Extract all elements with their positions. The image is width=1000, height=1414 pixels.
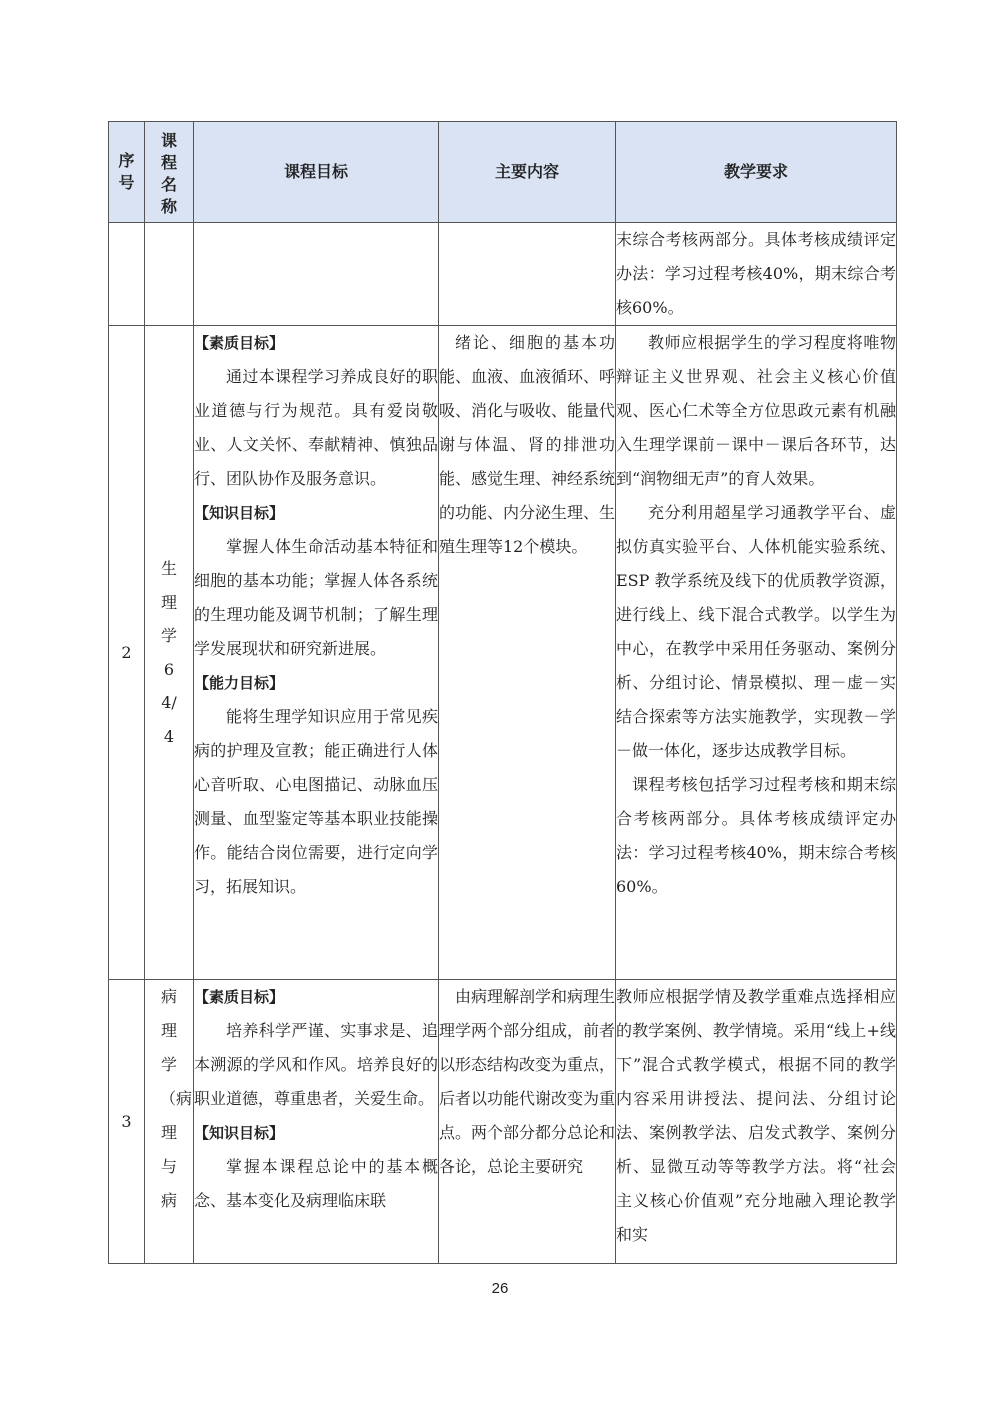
goal-label-knowledge: 【知识目标】 (194, 504, 285, 522)
requirement-text-3: 课程考核包括学习过程考核和期末综合考核两部分。具体考核成绩评定办法：学习过程考核40%，期末综合考核60%。 (616, 775, 896, 896)
goal-label-ability: 【能力目标】 (194, 674, 285, 692)
header-index: 序号 (109, 122, 145, 223)
goal-text-ability: 能将生理学知识应用于常见疾病的护理及宣教；能正确进行人体心音听取、心电图描记、动脉血压测量、血型鉴定等基本职业技能操作。能结合岗位需要，进行定向学习，拓展知识。 (194, 707, 438, 896)
goal-label-quality: 【素质目标】 (194, 334, 285, 352)
table-header-row (109, 122, 897, 223)
course-goal-cell (194, 326, 439, 980)
header-requirement: 教学要求 (616, 122, 897, 223)
course-name: 生理学64/4 (145, 326, 194, 980)
course-name: 病理学（病理与病 (145, 980, 194, 1264)
goal-label-knowledge: 【知识目标】 (194, 1124, 285, 1142)
main-content-cell (439, 326, 616, 980)
goal-text-quality: 培养科学严谨、实事求是、追本溯源的学风和作风。培养良好的职业道德，尊重患者，关爱生命。 (194, 1021, 438, 1108)
header-content: 主要内容 (439, 122, 616, 223)
requirement-text-1: 教师应根据学情及教学重难点选择相应的教学案例、教学情境。采用“线上+线下”混合式教学模式，根据不同的教学内容采用讲授法、提问法、分组讨论法、案例教学法、启发式教学、案例分析、显微互动等等教学方法。将“社会主义核心价值观”充分地融入理论教学和实 (616, 987, 896, 1244)
goal-label-quality: 【素质目标】 (194, 988, 285, 1006)
requirement-cell (616, 326, 897, 980)
header-goal: 课程目标 (194, 122, 439, 223)
main-content-text: 绪论、细胞的基本功能、血液、血液循环、呼吸、消化与吸收、能量代谢与体温、肾的排泄功能、感觉生理、神经系统的功能、内分泌生理、生殖生理等12个模块。 (439, 333, 616, 556)
goal-text-quality: 通过本课程学习养成良好的职业道德与行为规范。具有爱岗敬业、人文关怀、奉献精神、慎独品行、团队协作及服务意识。 (194, 367, 438, 488)
requirement-text-1: 教师应根据学生的学习程度将唯物辩证主义世界观、社会主义核心价值观、医心仁术等全方位思政元素有机融入生理学课前－课中－课后各环节，达到“润物细无声”的育人效果。 (616, 333, 896, 488)
main-content-cell (439, 980, 616, 1264)
row-index: 3 (109, 980, 145, 1264)
course-goal-cell (194, 980, 439, 1264)
goal-text-knowledge: 掌握人体生命活动基本特征和细胞的基本功能；掌握人体各系统的生理功能及调节机制；了解生理学发展现状和研究新进展。 (194, 537, 438, 658)
table-row (109, 326, 897, 980)
curriculum-table (108, 121, 897, 1264)
header-name: 课程名称 (145, 122, 194, 223)
table-row (109, 223, 897, 326)
requirement-text-2: 充分利用超星学习通教学平台、虚拟仿真实验平台、人体机能实验系统、ESP 教学系统及线下的优质教学资源，进行线上、线下混合式教学。以学生为中心，在教学中采用任务驱动、案例分析、分组讨论、情景模拟、理－虚－实结合探索等方法实施教学，实现教－学－做一体化，逐步达成教学目标。 (616, 503, 896, 760)
goal-text-knowledge: 掌握本课程总论中的基本概念、基本变化及病理临床联 (194, 1157, 438, 1210)
main-content-text: 由病理解剖学和病理生理学两个部分组成，前者以形态结构改变为重点，后者以功能代谢改变为重点。两个部分都分总论和各论，总论主要研究 (439, 987, 616, 1176)
row-index: 2 (109, 326, 145, 980)
requirement-cell (616, 980, 897, 1264)
requirement-text: 末综合考核两部分。具体考核成绩评定办法：学习过程考核40%，期末综合考核60%。 (616, 230, 896, 317)
table-row (109, 980, 897, 1264)
page-number: 26 (491, 1280, 509, 1297)
